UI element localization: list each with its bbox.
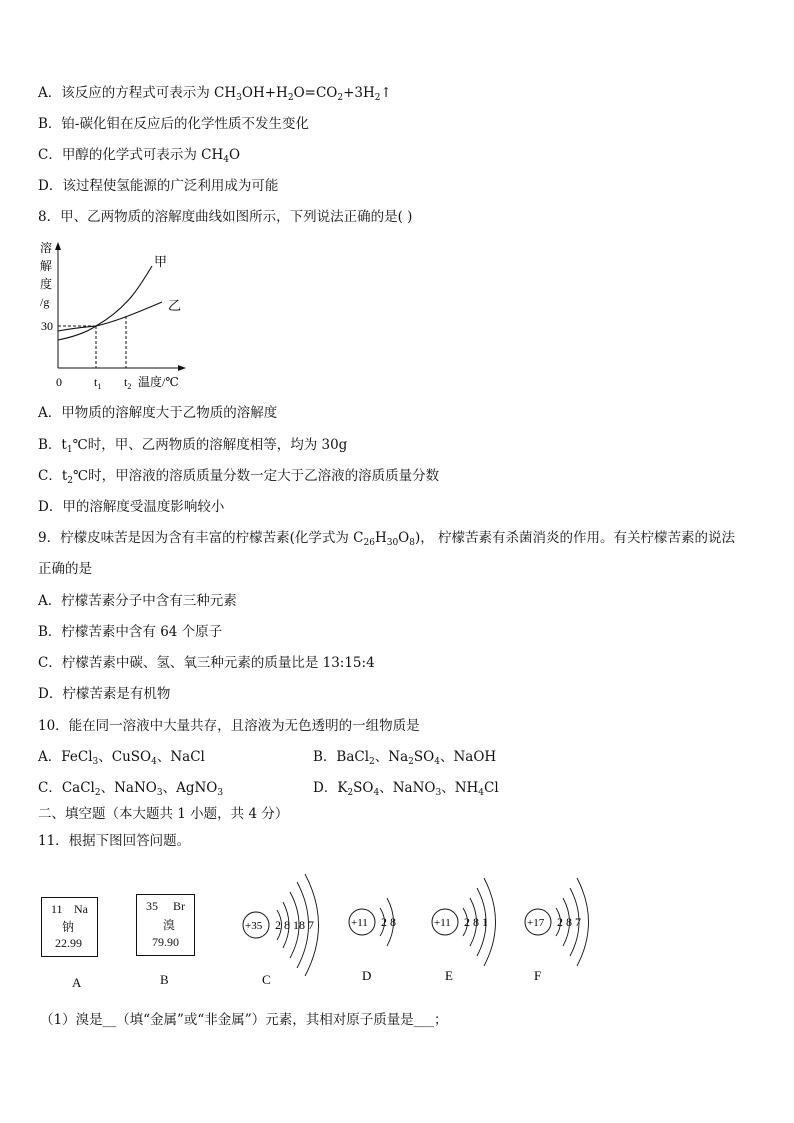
q8-option-a: A．甲物质的溶解度大于乙物质的溶解度 (38, 405, 278, 421)
nucleus-f-charge: +17 (527, 917, 545, 929)
q10-option-d: D．$K_2SO_4$、NaNO$_3$、$NH_4Cl$ (313, 780, 499, 798)
element-a-number: 11 (51, 902, 63, 916)
origin-label: 0 (56, 375, 62, 389)
q10-option-b: B．BaCl$_2$、$Na_2SO_4$、NaOH (313, 749, 497, 767)
y-tick-30: 30 (41, 319, 53, 333)
nucleus-d-charge: +11 (351, 917, 368, 929)
element-b-name: 溴 (163, 918, 176, 932)
atom-d (349, 898, 396, 983)
atom-f (525, 878, 589, 983)
element-card-sodium (41, 897, 98, 957)
atom-e (432, 878, 496, 983)
solubility-graph (30, 238, 190, 398)
q8-option-b: B．$t_1℃$时，甲、乙两物质的溶解度相等，均为 30g (38, 437, 348, 455)
label-f: F (534, 968, 542, 983)
q9-option-d: D．柠檬苦素是有机物 (38, 686, 171, 702)
q10-stem: 10．能在同一溶液中大量共存，且溶液为无色透明的一组物质是 (38, 718, 420, 734)
element-b-mass: 79.90 (152, 935, 179, 949)
element-a-mass: 22.99 (55, 936, 82, 950)
section-heading: 二、填空题（本大题共 1 小题，共 4 分） (38, 806, 289, 822)
y-label-3: 度 (40, 277, 53, 291)
element-b-symbol: Br (173, 899, 185, 913)
q8-option-d: D．甲的溶解度受温度影响较小 (38, 499, 225, 515)
x-tick-t1: $t_1$ (94, 375, 102, 391)
label-a: A (72, 975, 82, 990)
q9-stem: 9．柠檬皮味苦是因为含有丰富的柠檬苦素(化学式为 $C_{26}H_{30}O_8$)， 柠檬苦素有杀菌消炎的作用。有关柠檬苦素的说法 (38, 530, 736, 548)
q11-sub1: （1）溴是__（填“金属”或“非金属”）元素，其相对原子质量是___； (40, 1012, 448, 1028)
q7-option-c: C．甲醇的化学式可表示为 $CH_4O$ (38, 147, 241, 165)
x-tick-t2: $t_2$ (124, 375, 132, 391)
q7-option-b: B．铂-碳化钼在反应后的化学性质不发生变化 (38, 116, 309, 132)
q9-option-a: A．柠檬苦素分子中含有三种元素 (38, 593, 237, 609)
q9-option-c: C．柠檬苦素中碳、氢、氧三种元素的质量比是 13:15:4 (38, 655, 375, 671)
y-label-1: 溶 (40, 241, 53, 255)
element-card-bromine (136, 894, 195, 956)
nucleus-c-charge: +35 (245, 920, 263, 932)
atom-structure-diagrams (230, 860, 790, 990)
shells-c: 2 8 18 7 (275, 918, 314, 932)
q8-option-c: C．$t_2℃$时，甲溶液的溶质质量分数一定大于乙溶液的溶质质量分数 (38, 468, 440, 486)
shells-d: 2 8 (381, 915, 396, 929)
q9-option-b: B．柠檬苦素中含有 64 个原子 (38, 624, 223, 640)
curve-yi-label: 乙 (168, 298, 182, 313)
label-d: D (362, 968, 372, 983)
element-b-number: 35 (146, 899, 158, 913)
element-a-name: 钠 (62, 920, 75, 934)
label-e: E (445, 968, 453, 983)
nucleus-e-charge: +11 (434, 917, 451, 929)
q8-stem: 8．甲、乙两物质的溶解度曲线如图所示，下列说法正确的是( ) (38, 209, 413, 225)
q10-option-c: C．CaCl$_2$、NaNO$_3$、AgNO$_3$ (38, 780, 224, 798)
q9-stem-line2: 正确的是 (38, 561, 92, 577)
q7-option-a: A．该反应的方程式可表示为 $CH_3OH+H_2O=CO_2+3H_2↑$ (38, 85, 392, 103)
q11-stem: 11．根据下图回答问题。 (38, 833, 191, 849)
y-axis-arrow (55, 242, 61, 250)
q7-option-d: D．该过程使氢能源的广泛利用成为可能 (38, 178, 279, 194)
x-axis-arrow (178, 365, 186, 371)
shells-e: 2 8 1 (464, 915, 488, 929)
label-b: B (160, 972, 169, 987)
curve-jia-label: 甲 (154, 254, 168, 269)
shells-f: 2 8 7 (557, 915, 581, 929)
x-axis-label: 温度/℃ (138, 375, 179, 389)
label-c: C (262, 972, 271, 987)
y-label-2: 解 (40, 259, 53, 273)
element-a-symbol: Na (74, 902, 88, 916)
q10-option-a: A．FeCl$_3$、CuSO$_4$、NaCl (38, 749, 205, 767)
atom-c (243, 874, 319, 987)
y-label-4: /g (40, 295, 50, 309)
